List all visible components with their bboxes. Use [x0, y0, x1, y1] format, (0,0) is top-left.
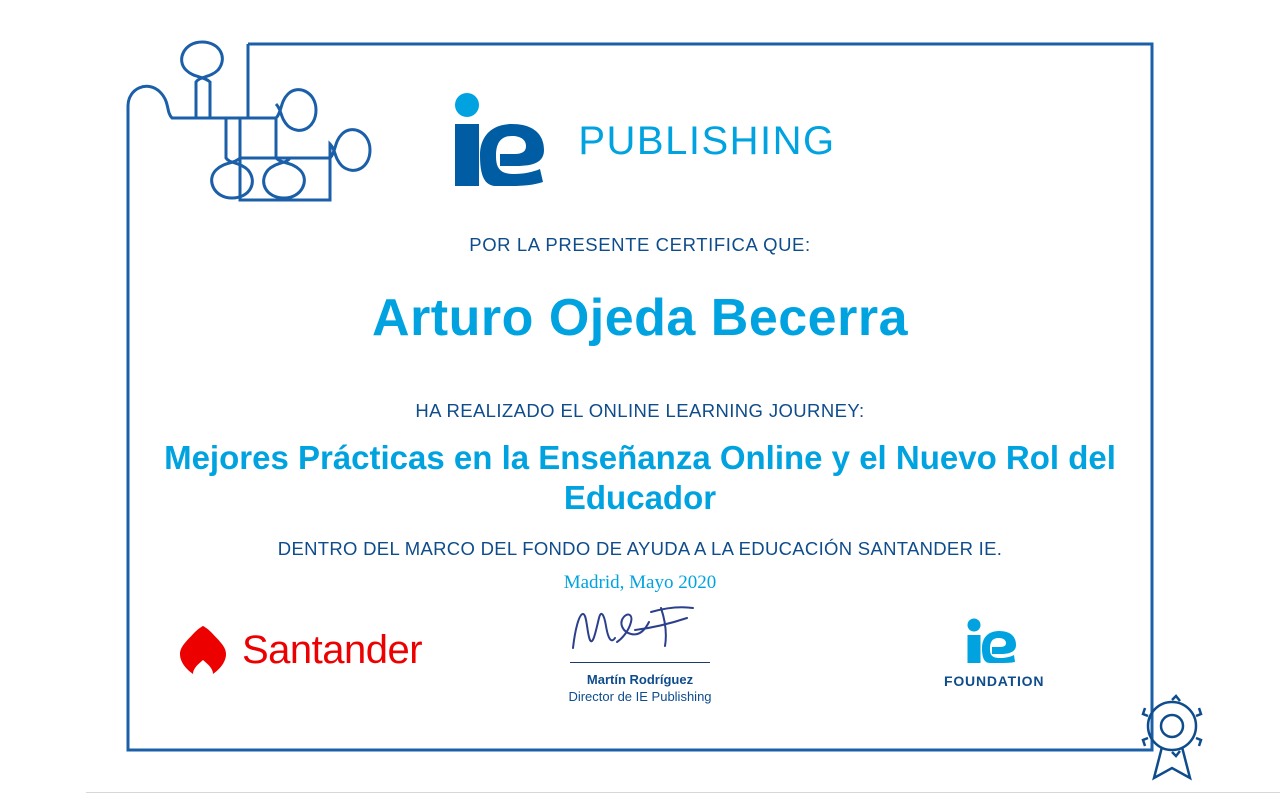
framework-line: DENTRO DEL MARCO DEL FONDO DE AYUDA A LA EDUCACIÓN SANTANDER IE. [277, 538, 1003, 559]
signature-block [0, 600, 1280, 705]
signatory-role: Director de IE Publishing [568, 689, 712, 704]
journey-label: HA REALIZADO EL ONLINE LEARNING JOURNEY: [415, 400, 865, 421]
page-bottom-edge [86, 792, 1280, 793]
ie-publishing-wordmark: PUBLISHING [578, 118, 836, 163]
ie-logo-icon [444, 92, 562, 192]
ie-foundation-logo [944, 618, 1044, 689]
certifies-line: POR LA PRESENTE CERTIFICA QUE: [469, 234, 811, 255]
handwritten-signature-icon [565, 600, 715, 660]
ie-foundation-wordmark: FOUNDATION [944, 673, 1045, 689]
course-title: Mejores Prácticas en la Enseñanza Online y el Nuevo Rol del Educador [164, 439, 1116, 516]
signature-rule [570, 662, 710, 663]
award-seal-icon [1132, 692, 1212, 782]
santander-wordmark: Santander [242, 627, 423, 672]
signatory-name: Martín Rodríguez [586, 672, 694, 687]
place-date: Madrid, Mayo 2020 [563, 572, 717, 593]
recipient-name: Arturo Ojeda Becerra [372, 289, 908, 347]
ie-foundation-mark-icon [963, 618, 1025, 666]
ie-publishing-logo [0, 92, 1280, 192]
